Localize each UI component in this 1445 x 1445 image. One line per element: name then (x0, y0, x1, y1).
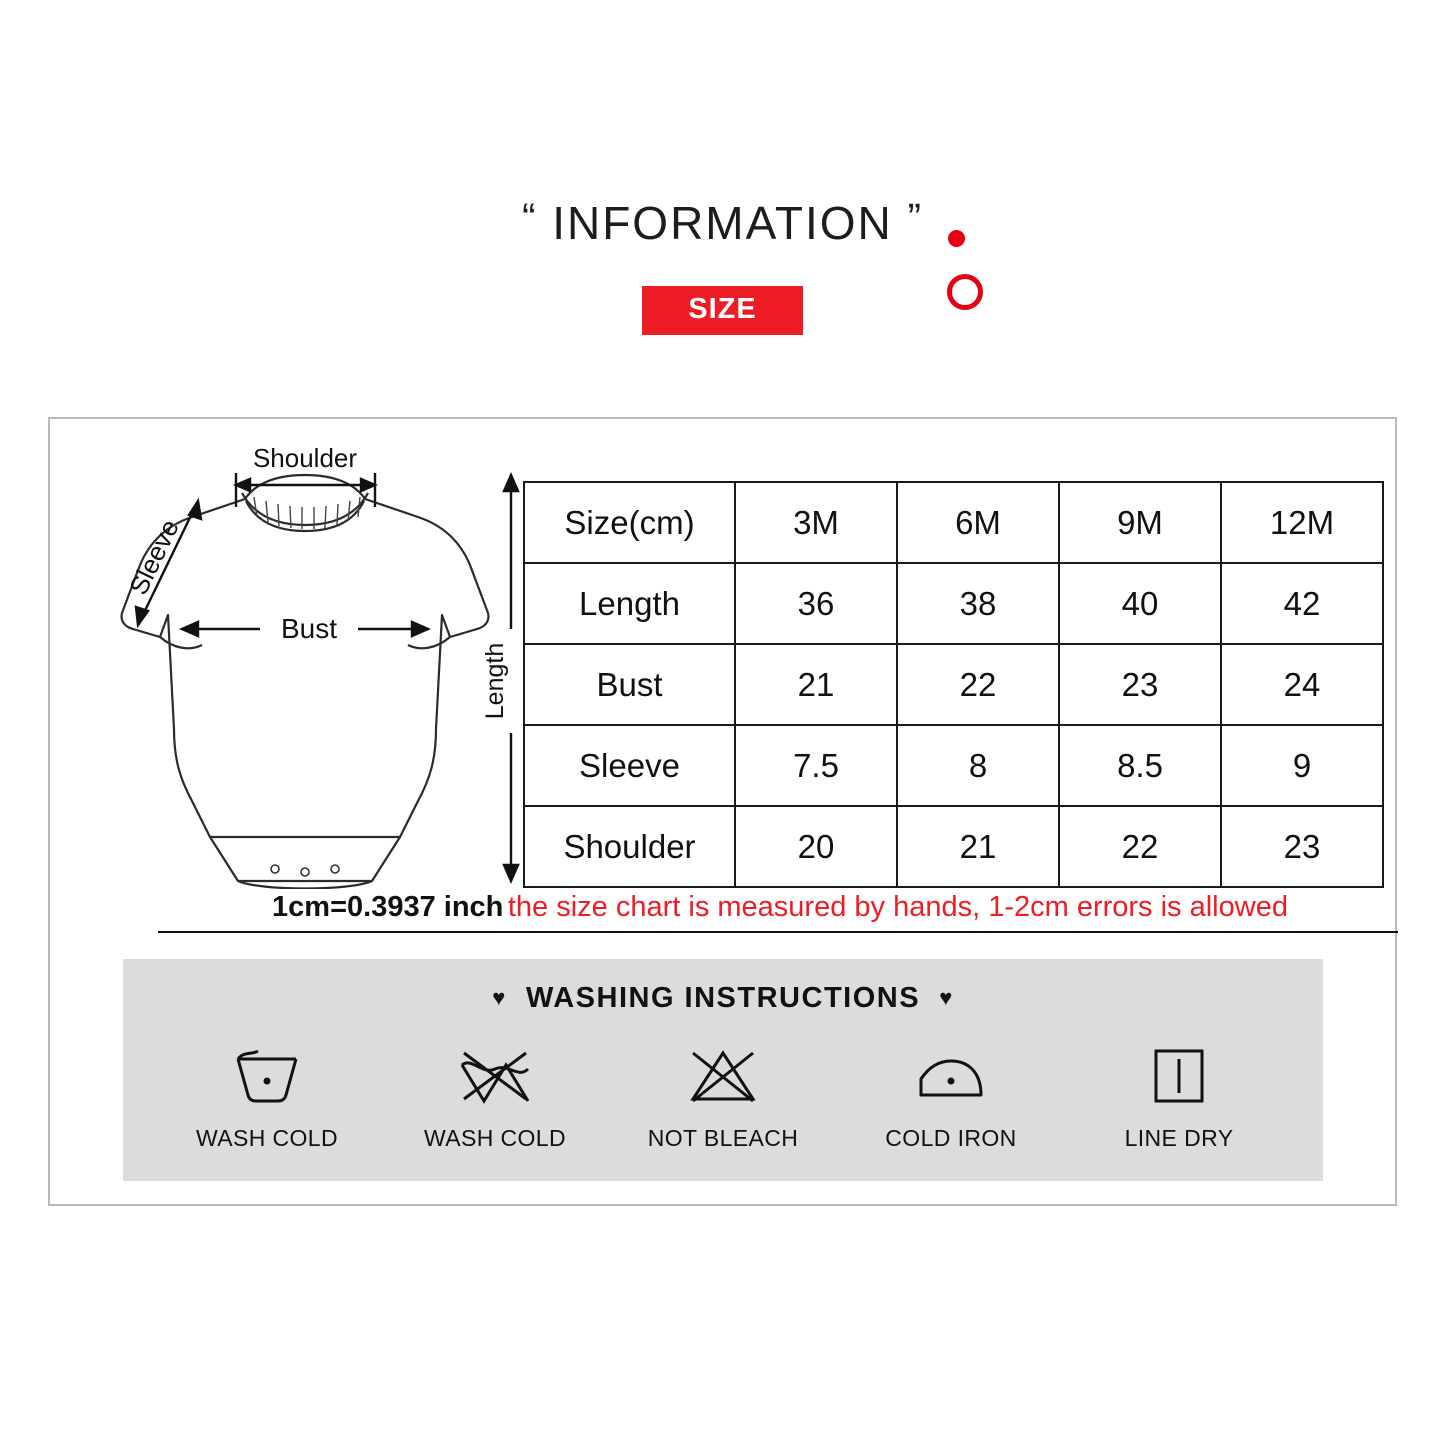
wash-tub-icon (162, 1041, 372, 1111)
washing-item-label: LINE DRY (1124, 1125, 1234, 1151)
washing-icon-row (123, 1041, 1323, 1152)
shoulder-label: Shoulder (252, 443, 358, 473)
washing-item-cold-iron (846, 1041, 1056, 1152)
table-cell: 22 (1059, 806, 1221, 887)
quote-close: ” (907, 196, 923, 240)
size-table (523, 481, 1384, 888)
red-dot-decoration (948, 230, 965, 247)
table-cell: 8 (897, 725, 1059, 806)
sleeve-label: Sleeve (123, 514, 185, 600)
table-cell: 21 (735, 644, 897, 725)
table-row (524, 806, 1383, 887)
table-row-label: Sleeve (524, 725, 735, 806)
washing-title-text: WASHING INSTRUCTIONS (525, 982, 921, 1014)
table-col-header: 3M (735, 482, 897, 563)
washing-item-label: NOT BLEACH (647, 1125, 799, 1151)
table-cell: 36 (735, 563, 897, 644)
heart-icon-right: ♥ (939, 985, 954, 1010)
header-title-row (522, 196, 923, 250)
table-cell: 9 (1221, 725, 1383, 806)
page-title-text: INFORMATION (552, 197, 893, 249)
garment-diagram (70, 429, 540, 889)
washing-instructions (123, 959, 1323, 1181)
table-cell: 23 (1221, 806, 1383, 887)
quote-open: “ (522, 196, 538, 240)
washing-item-wash-cold (162, 1041, 372, 1152)
measurement-note (155, 891, 1405, 924)
table-cell: 42 (1221, 563, 1383, 644)
washing-item-label: WASH COLD (195, 1125, 339, 1151)
table-row-label: Shoulder (524, 806, 735, 887)
table-col-header: 12M (1221, 482, 1383, 563)
table-cell: 7.5 (735, 725, 897, 806)
table-cell: 40 (1059, 563, 1221, 644)
washing-item-no-wring (390, 1041, 600, 1152)
table-cell: 24 (1221, 644, 1383, 725)
info-panel (48, 417, 1397, 1206)
heart-icon-left: ♥ (492, 985, 507, 1010)
table-header-row (524, 482, 1383, 563)
table-row (524, 563, 1383, 644)
washing-item-label: WASH COLD (423, 1125, 567, 1151)
measurement-disclaimer: the size chart is measured by hands, 1-2cm errors is allowed (507, 891, 1288, 923)
table-row (524, 644, 1383, 725)
table-cell: 22 (897, 644, 1059, 725)
table-cell: 23 (1059, 644, 1221, 725)
table-row (524, 725, 1383, 806)
size-badge-wrap (0, 266, 1445, 335)
cm-inch-conversion: 1cm=0.3937 inch (272, 891, 504, 923)
line-dry-icon (1074, 1041, 1284, 1111)
red-circle-decoration (947, 274, 983, 310)
header (0, 196, 1445, 335)
table-cell: 20 (735, 806, 897, 887)
page-title (522, 197, 923, 249)
washing-item-not-bleach (618, 1041, 828, 1152)
washing-item-label: COLD IRON (885, 1125, 1017, 1151)
iron-icon (846, 1041, 1056, 1111)
bust-label: Bust (280, 613, 338, 644)
note-divider (158, 931, 1398, 933)
table-row-label: Bust (524, 644, 735, 725)
table-cell: 8.5 (1059, 725, 1221, 806)
size-badge: SIZE (642, 286, 802, 335)
no-wring-icon (390, 1041, 600, 1111)
garment-svg (70, 429, 540, 889)
table-cell: 38 (897, 563, 1059, 644)
no-bleach-icon (618, 1041, 828, 1111)
table-col-header: 6M (897, 482, 1059, 563)
length-label: Length (481, 642, 509, 720)
washing-item-line-dry (1074, 1041, 1284, 1152)
table-cell: 21 (897, 806, 1059, 887)
table-col-header: Size(cm) (524, 482, 735, 563)
table-col-header: 9M (1059, 482, 1221, 563)
table-row-label: Length (524, 563, 735, 644)
washing-title (123, 982, 1323, 1015)
